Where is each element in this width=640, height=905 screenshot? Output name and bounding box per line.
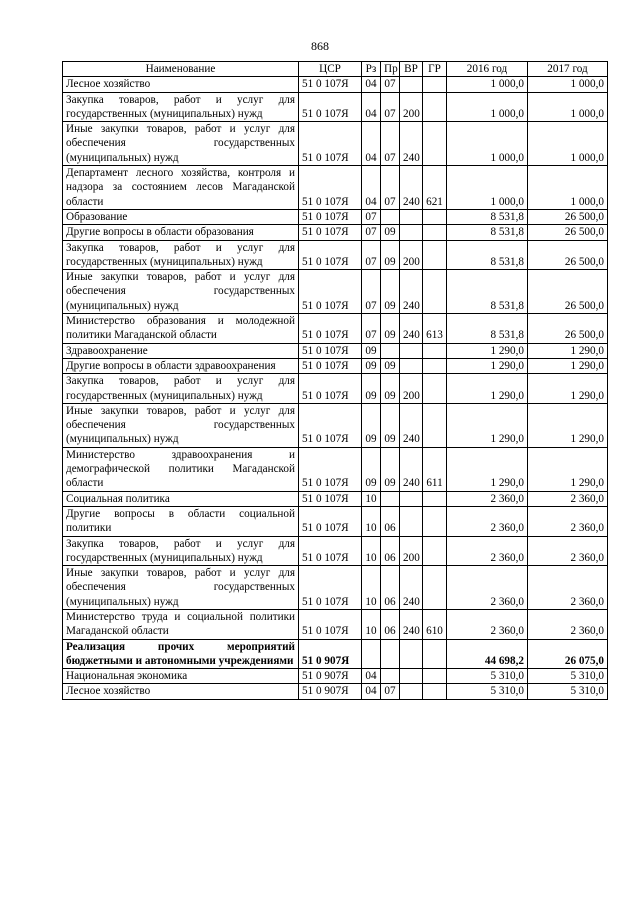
cell-pr: 09 — [381, 225, 400, 240]
cell-name: Здравоохранение — [63, 343, 299, 358]
cell-pr: 06 — [381, 566, 400, 610]
cell-pr: 09 — [381, 447, 400, 491]
cell-pr: 09 — [381, 374, 400, 404]
cell-vr: 240 — [400, 166, 423, 210]
cell-vr: 200 — [400, 92, 423, 122]
table-row — [63, 92, 608, 122]
cell-2017: 1 000,0 — [528, 92, 608, 122]
cell-csr: 51 0 107Я — [299, 343, 362, 358]
cell-gr — [423, 225, 447, 240]
cell-2017: 26 500,0 — [528, 270, 608, 314]
cell-csr: 51 0 107Я — [299, 240, 362, 270]
header-2016: 2016 год — [447, 62, 528, 77]
cell-rz: 07 — [362, 314, 381, 344]
budget-table — [62, 61, 608, 700]
cell-gr — [423, 77, 447, 92]
table-row — [63, 225, 608, 240]
cell-gr — [423, 669, 447, 684]
cell-pr: 09 — [381, 358, 400, 373]
cell-rz: 04 — [362, 92, 381, 122]
cell-2016: 8 531,8 — [447, 225, 528, 240]
cell-gr — [423, 491, 447, 506]
cell-csr: 51 0 107Я — [299, 209, 362, 224]
cell-rz: 10 — [362, 506, 381, 536]
cell-name: Департамент лесного хозяйства, контроля и надзора за состоянием лесов Магаданской области — [63, 166, 299, 210]
table-row — [63, 358, 608, 373]
cell-gr — [423, 122, 447, 166]
cell-2017: 26 500,0 — [528, 314, 608, 344]
cell-2016: 1 290,0 — [447, 343, 528, 358]
cell-name: Другие вопросы в области социальной политики — [63, 506, 299, 536]
cell-pr: 06 — [381, 506, 400, 536]
cell-csr: 51 0 107Я — [299, 166, 362, 210]
cell-2017: 2 360,0 — [528, 566, 608, 610]
table-row — [63, 506, 608, 536]
cell-rz: 04 — [362, 166, 381, 210]
cell-2017: 26 500,0 — [528, 209, 608, 224]
cell-2016: 1 290,0 — [447, 374, 528, 404]
cell-2016: 8 531,8 — [447, 270, 528, 314]
cell-vr — [400, 343, 423, 358]
cell-csr: 51 0 107Я — [299, 506, 362, 536]
table-row — [63, 270, 608, 314]
cell-pr — [381, 209, 400, 224]
cell-rz: 10 — [362, 536, 381, 566]
cell-vr: 200 — [400, 240, 423, 270]
cell-2016: 1 290,0 — [447, 403, 528, 447]
cell-gr: 613 — [423, 314, 447, 344]
cell-name: Иные закупки товаров, работ и услуг для обеспечения государственных (муниципальных) нужд — [63, 122, 299, 166]
cell-vr — [400, 358, 423, 373]
cell-name: Министерство образования и молодежной политики Магаданской области — [63, 314, 299, 344]
cell-2017: 1 290,0 — [528, 374, 608, 404]
cell-name: Иные закупки товаров, работ и услуг для обеспечения государственных (муниципальных) нужд — [63, 566, 299, 610]
header-name: Наименование — [63, 62, 299, 77]
cell-pr: 09 — [381, 270, 400, 314]
cell-2017: 1 000,0 — [528, 77, 608, 92]
cell-pr: 07 — [381, 77, 400, 92]
cell-2017: 5 310,0 — [528, 684, 608, 699]
cell-2016: 2 360,0 — [447, 609, 528, 639]
cell-name: Министерство здравоохранения и демографической политики Магаданской области — [63, 447, 299, 491]
cell-pr: 07 — [381, 92, 400, 122]
cell-pr: 07 — [381, 684, 400, 699]
cell-name: Реализация прочих мероприятий бюджетными и автономными учреждениями — [63, 639, 299, 669]
cell-pr: 07 — [381, 166, 400, 210]
cell-vr — [400, 639, 423, 669]
cell-csr: 51 0 107Я — [299, 225, 362, 240]
table-row — [63, 669, 608, 684]
cell-2016: 1 000,0 — [447, 77, 528, 92]
table-row — [63, 491, 608, 506]
cell-2016: 2 360,0 — [447, 491, 528, 506]
cell-name: Иные закупки товаров, работ и услуг для обеспечения государственных (муниципальных) нужд — [63, 403, 299, 447]
cell-name: Национальная экономика — [63, 669, 299, 684]
cell-2016: 8 531,8 — [447, 314, 528, 344]
cell-pr: 09 — [381, 314, 400, 344]
cell-2016: 1 290,0 — [447, 358, 528, 373]
table-row — [63, 684, 608, 699]
header-csr: ЦСР — [299, 62, 362, 77]
cell-name: Социальная политика — [63, 491, 299, 506]
cell-2017: 1 290,0 — [528, 447, 608, 491]
table-row — [63, 343, 608, 358]
table-row — [63, 77, 608, 92]
cell-name: Другие вопросы в области здравоохранения — [63, 358, 299, 373]
page-number: 868 — [311, 39, 329, 53]
cell-csr: 51 0 107Я — [299, 314, 362, 344]
cell-gr — [423, 684, 447, 699]
table-body — [63, 77, 608, 699]
cell-rz: 07 — [362, 270, 381, 314]
cell-2017: 1 290,0 — [528, 403, 608, 447]
cell-name: Закупка товаров, работ и услуг для государственных (муниципальных) нужд — [63, 536, 299, 566]
header-vr: ВР — [400, 62, 423, 77]
table-row — [63, 566, 608, 610]
header-2017: 2017 год — [528, 62, 608, 77]
cell-csr: 51 0 107Я — [299, 403, 362, 447]
cell-pr — [381, 669, 400, 684]
header-gr: ГР — [423, 62, 447, 77]
cell-gr — [423, 374, 447, 404]
cell-2017: 5 310,0 — [528, 669, 608, 684]
cell-gr — [423, 403, 447, 447]
cell-name: Министерство труда и социальной политики Магаданской области — [63, 609, 299, 639]
cell-rz: 10 — [362, 491, 381, 506]
table-row — [63, 209, 608, 224]
cell-csr: 51 0 107Я — [299, 609, 362, 639]
cell-pr — [381, 639, 400, 669]
cell-2017: 1 000,0 — [528, 122, 608, 166]
cell-name: Закупка товаров, работ и услуг для государственных (муниципальных) нужд — [63, 92, 299, 122]
cell-2017: 2 360,0 — [528, 609, 608, 639]
table-row — [63, 609, 608, 639]
cell-2017: 26 500,0 — [528, 225, 608, 240]
cell-rz: 09 — [362, 343, 381, 358]
header-pr: Пр — [381, 62, 400, 77]
cell-gr — [423, 270, 447, 314]
cell-gr — [423, 343, 447, 358]
cell-vr: 240 — [400, 403, 423, 447]
cell-vr: 240 — [400, 609, 423, 639]
cell-rz: 04 — [362, 77, 381, 92]
cell-vr: 200 — [400, 536, 423, 566]
cell-2017: 2 360,0 — [528, 536, 608, 566]
cell-name: Другие вопросы в области образования — [63, 225, 299, 240]
cell-name: Иные закупки товаров, работ и услуг для обеспечения государственных (муниципальных) нужд — [63, 270, 299, 314]
cell-name: Лесное хозяйство — [63, 684, 299, 699]
cell-vr: 240 — [400, 270, 423, 314]
cell-gr: 621 — [423, 166, 447, 210]
cell-gr — [423, 92, 447, 122]
cell-2016: 2 360,0 — [447, 506, 528, 536]
cell-vr — [400, 209, 423, 224]
cell-2016: 5 310,0 — [447, 669, 528, 684]
cell-rz: 04 — [362, 669, 381, 684]
cell-vr — [400, 506, 423, 536]
table-row — [63, 374, 608, 404]
header-rz: Рз — [362, 62, 381, 77]
cell-rz: 04 — [362, 684, 381, 699]
cell-2017: 26 500,0 — [528, 240, 608, 270]
cell-gr: 610 — [423, 609, 447, 639]
cell-gr — [423, 536, 447, 566]
cell-2016: 44 698,2 — [447, 639, 528, 669]
cell-pr: 09 — [381, 240, 400, 270]
cell-2016: 1 000,0 — [447, 122, 528, 166]
cell-2016: 1 000,0 — [447, 92, 528, 122]
cell-gr — [423, 506, 447, 536]
cell-pr: 06 — [381, 609, 400, 639]
cell-rz: 09 — [362, 447, 381, 491]
cell-name: Закупка товаров, работ и услуг для государственных (муниципальных) нужд — [63, 240, 299, 270]
cell-pr — [381, 491, 400, 506]
table-row — [63, 122, 608, 166]
cell-csr: 51 0 107Я — [299, 92, 362, 122]
cell-gr: 611 — [423, 447, 447, 491]
cell-rz: 09 — [362, 403, 381, 447]
cell-pr: 06 — [381, 536, 400, 566]
cell-vr: 240 — [400, 447, 423, 491]
cell-csr: 51 0 107Я — [299, 122, 362, 166]
cell-2016: 8 531,8 — [447, 209, 528, 224]
cell-csr: 51 0 107Я — [299, 374, 362, 404]
cell-2016: 2 360,0 — [447, 566, 528, 610]
cell-csr: 51 0 107Я — [299, 270, 362, 314]
cell-2016: 1 000,0 — [447, 166, 528, 210]
cell-2017: 1 290,0 — [528, 343, 608, 358]
cell-vr: 240 — [400, 122, 423, 166]
cell-rz: 04 — [362, 122, 381, 166]
cell-csr: 51 0 107Я — [299, 447, 362, 491]
cell-gr — [423, 358, 447, 373]
table-row — [63, 536, 608, 566]
cell-2017: 2 360,0 — [528, 506, 608, 536]
cell-csr: 51 0 107Я — [299, 491, 362, 506]
cell-2017: 1 290,0 — [528, 358, 608, 373]
table-row — [63, 240, 608, 270]
cell-pr: 09 — [381, 403, 400, 447]
cell-rz: 09 — [362, 374, 381, 404]
cell-rz: 07 — [362, 225, 381, 240]
cell-name: Закупка товаров, работ и услуг для государственных (муниципальных) нужд — [63, 374, 299, 404]
cell-2016: 5 310,0 — [447, 684, 528, 699]
table-row — [63, 314, 608, 344]
cell-csr: 51 0 107Я — [299, 536, 362, 566]
cell-gr — [423, 639, 447, 669]
cell-csr: 51 0 107Я — [299, 358, 362, 373]
cell-name: Лесное хозяйство — [63, 77, 299, 92]
cell-rz: 09 — [362, 358, 381, 373]
cell-2017: 26 075,0 — [528, 639, 608, 669]
cell-csr: 51 0 907Я — [299, 639, 362, 669]
cell-vr — [400, 684, 423, 699]
header-row — [63, 62, 608, 77]
cell-rz — [362, 639, 381, 669]
cell-rz: 07 — [362, 240, 381, 270]
cell-vr — [400, 669, 423, 684]
cell-pr — [381, 343, 400, 358]
table-row — [63, 639, 608, 669]
cell-vr — [400, 491, 423, 506]
table-row — [63, 166, 608, 210]
cell-rz: 07 — [362, 209, 381, 224]
cell-gr — [423, 566, 447, 610]
cell-vr: 240 — [400, 566, 423, 610]
cell-csr: 51 0 107Я — [299, 77, 362, 92]
cell-vr — [400, 77, 423, 92]
cell-vr — [400, 225, 423, 240]
cell-2017: 1 000,0 — [528, 166, 608, 210]
cell-csr: 51 0 907Я — [299, 669, 362, 684]
cell-gr — [423, 209, 447, 224]
cell-2016: 8 531,8 — [447, 240, 528, 270]
cell-pr: 07 — [381, 122, 400, 166]
cell-2017: 2 360,0 — [528, 491, 608, 506]
cell-rz: 10 — [362, 566, 381, 610]
cell-2016: 1 290,0 — [447, 447, 528, 491]
cell-csr: 51 0 107Я — [299, 566, 362, 610]
cell-vr: 240 — [400, 314, 423, 344]
cell-csr: 51 0 907Я — [299, 684, 362, 699]
cell-vr: 200 — [400, 374, 423, 404]
cell-2016: 2 360,0 — [447, 536, 528, 566]
cell-gr — [423, 240, 447, 270]
table-row — [63, 447, 608, 491]
cell-rz: 10 — [362, 609, 381, 639]
table-row — [63, 403, 608, 447]
cell-name: Образование — [63, 209, 299, 224]
